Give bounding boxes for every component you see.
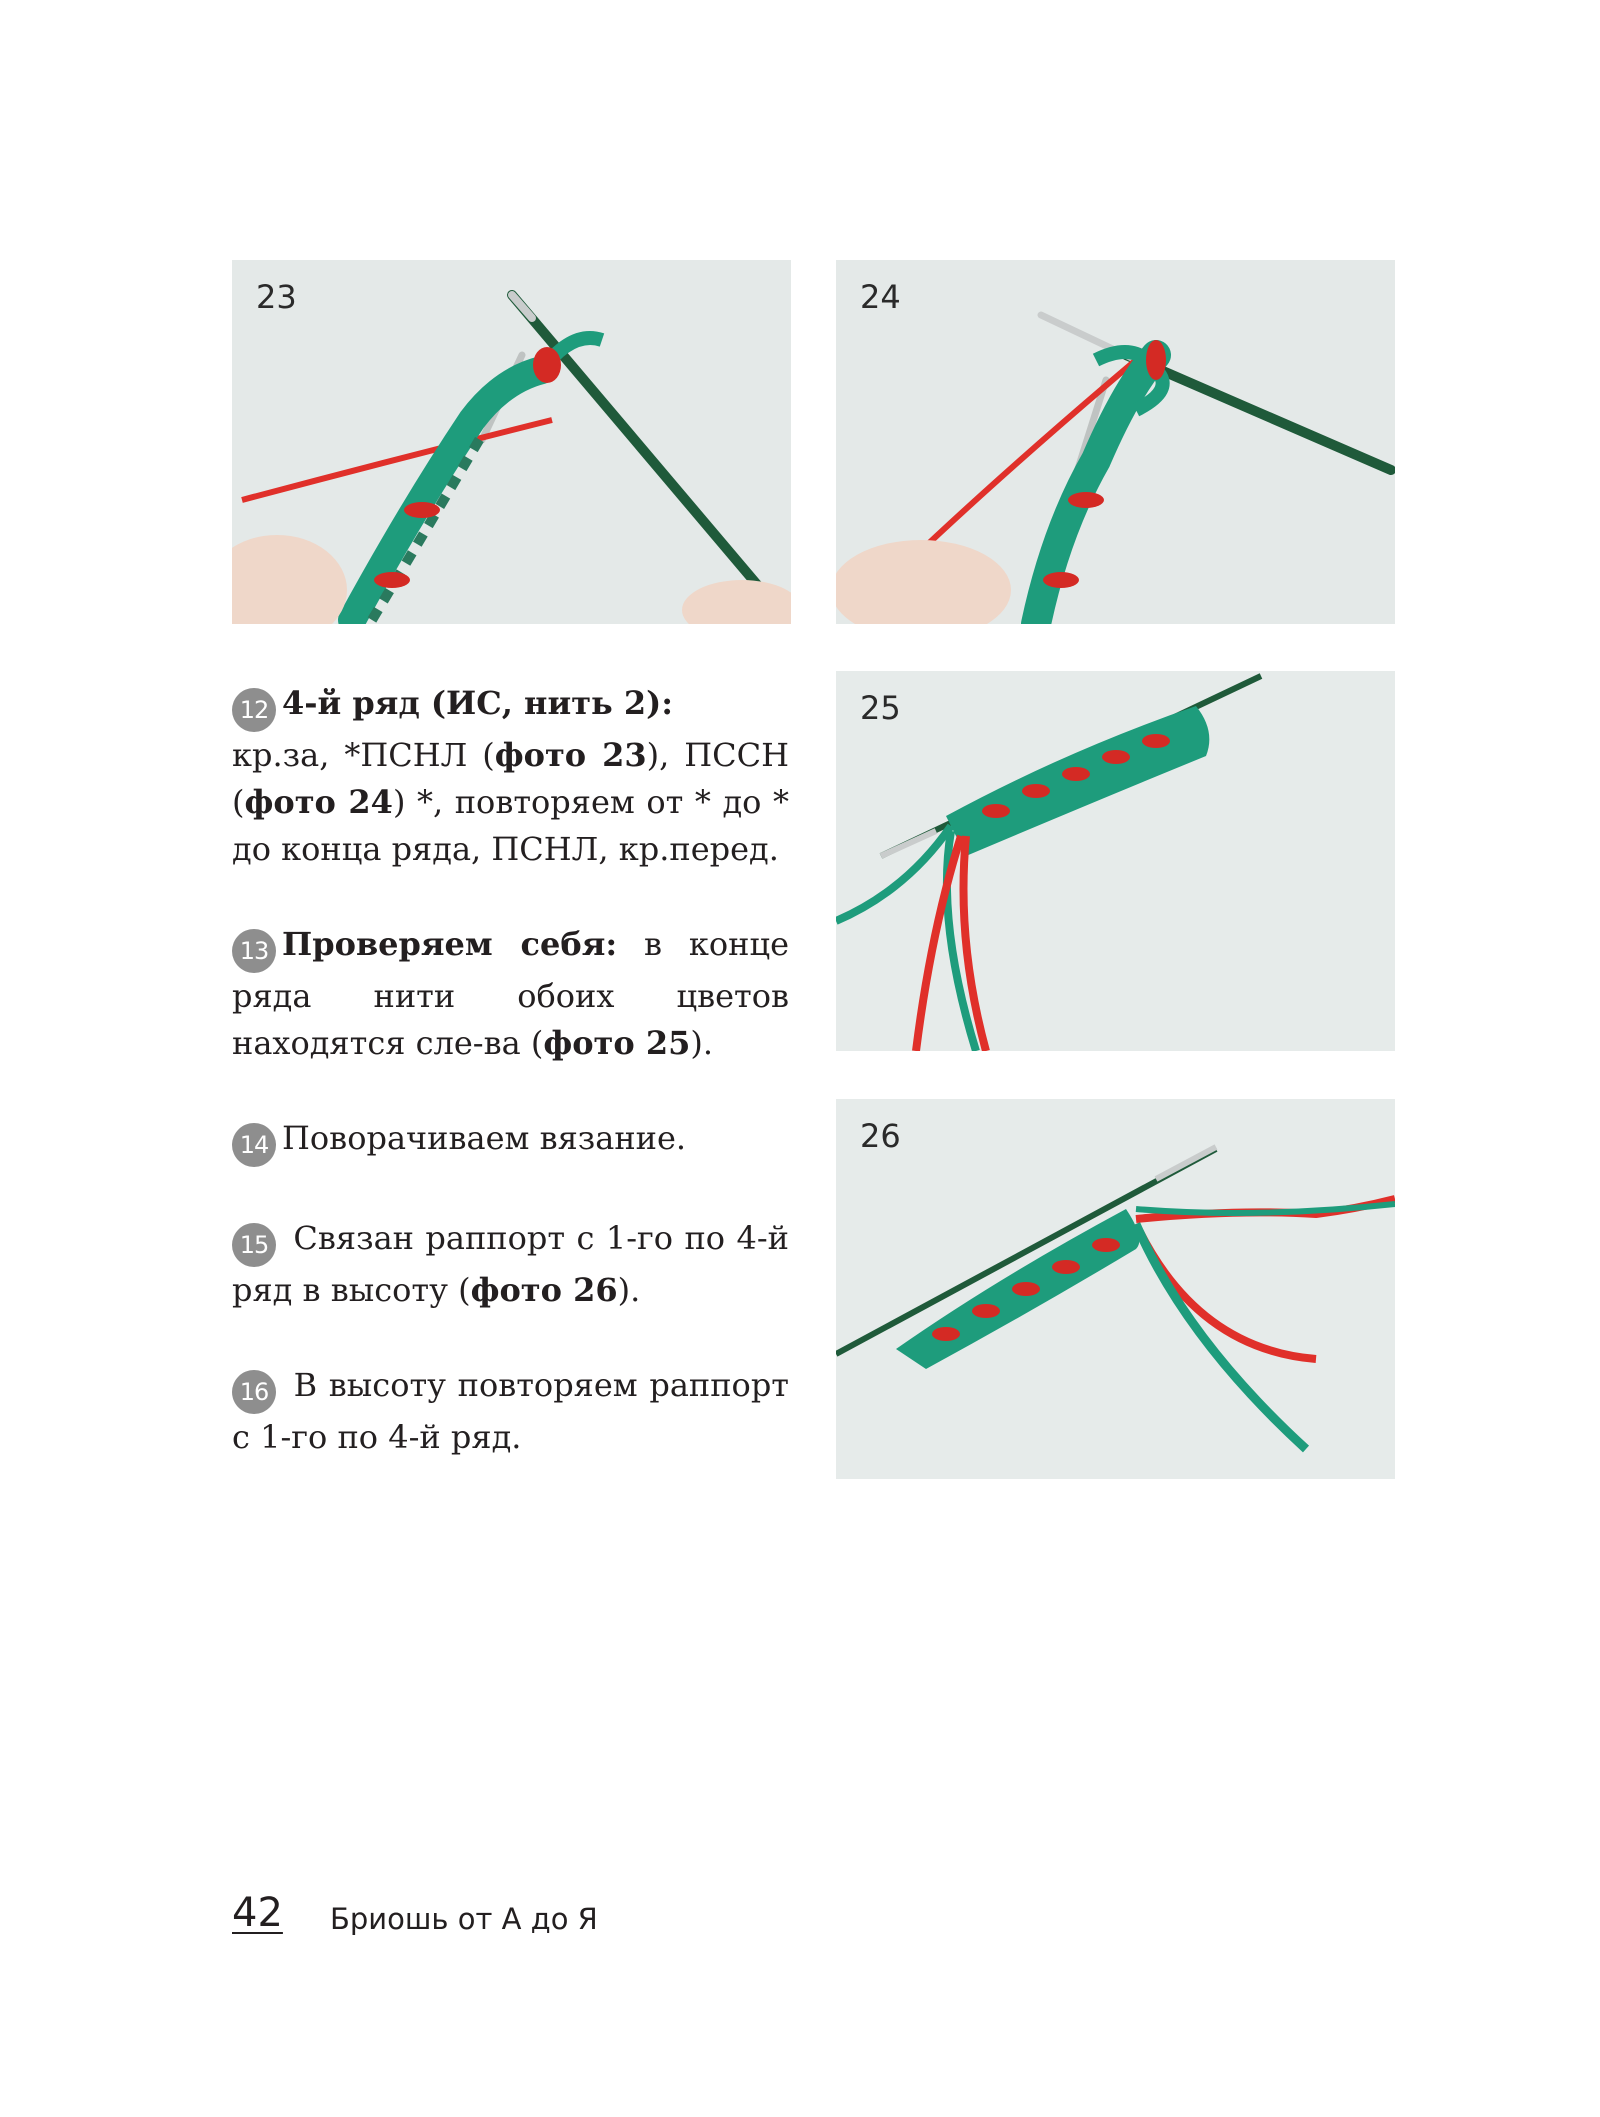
photo-number: 25	[860, 689, 901, 727]
step-15	[232, 1215, 789, 1314]
step-12	[232, 680, 789, 873]
photo-number: 24	[860, 278, 901, 316]
step-text: ), ПССН (	[232, 736, 790, 821]
knitting-photo-26-image	[836, 1099, 1395, 1479]
step-text: кр.за, *ПСНЛ (	[232, 736, 495, 774]
step-13	[232, 921, 789, 1067]
photo-reference: фото 24	[244, 783, 393, 821]
photo-number: 26	[860, 1117, 901, 1155]
knitting-photo-24-image	[836, 260, 1395, 624]
step-number-badge: 15	[232, 1223, 276, 1267]
book-title: Бриошь от А до Я	[330, 1902, 598, 1936]
photo-number: 23	[256, 278, 297, 316]
page-number: 42	[232, 1890, 283, 1936]
photo-24	[836, 260, 1395, 624]
step-text: ).	[690, 1024, 714, 1062]
photo-26	[836, 1099, 1395, 1479]
page-footer	[232, 1890, 598, 1936]
step-text: Поворачиваем вязание.	[282, 1119, 687, 1157]
step-heading: 4-й ряд (ИС, нить 2):	[282, 684, 674, 722]
step-text: в конце ряда нити обоих цветов находятся сле-ва (	[232, 925, 790, 1062]
step-text: Связан раппорт с 1-го по 4-й ряд в высоту (	[232, 1219, 789, 1309]
photo-reference: фото 25	[543, 1024, 691, 1062]
step-text: ) *, повторяем от * до * до конца ряда, ПСНЛ, кр.перед.	[232, 783, 790, 868]
instruction-steps	[232, 680, 789, 1461]
photo-reference: фото 26	[470, 1271, 618, 1309]
step-number-badge: 12	[232, 688, 276, 732]
knitting-photo-23-image	[232, 260, 791, 624]
step-16	[232, 1362, 789, 1461]
photo-25	[836, 671, 1395, 1051]
step-14	[232, 1115, 789, 1167]
step-heading: Проверяем себя:	[282, 925, 618, 963]
step-text: В высоту повторяем раппорт с 1-го по 4-й ряд.	[232, 1366, 789, 1456]
photo-reference: фото 23	[494, 736, 647, 774]
step-number-badge: 16	[232, 1370, 276, 1414]
step-number-badge: 13	[232, 929, 276, 973]
step-text: ).	[617, 1271, 641, 1309]
step-number-badge: 14	[232, 1123, 276, 1167]
knitting-photo-25-image	[836, 671, 1395, 1051]
photo-23	[232, 260, 791, 624]
